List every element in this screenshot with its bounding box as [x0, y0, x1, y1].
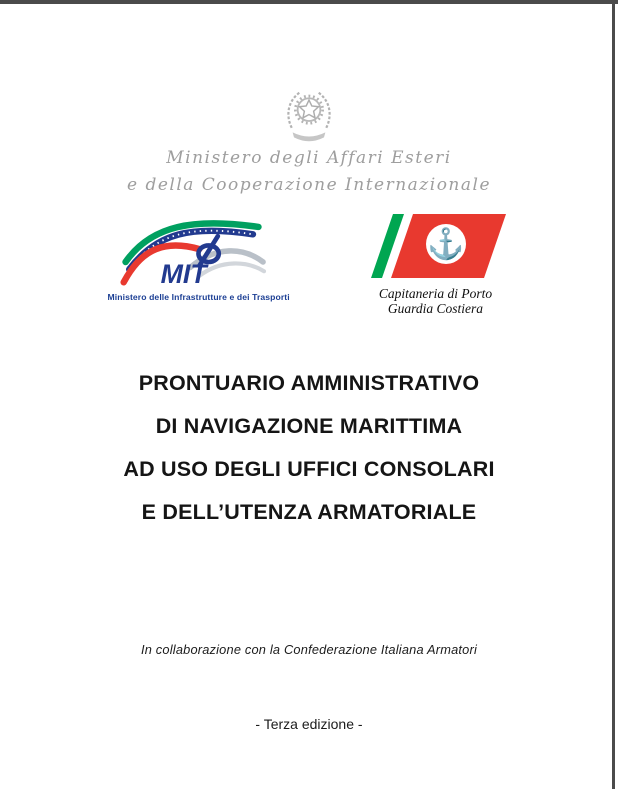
title-line-4: E DELL’UTENZA ARMATORIALE [141, 500, 477, 524]
title-line-1: PRONTUARIO AMMINISTRATIVO [138, 371, 480, 395]
coast-guard-caption-line2: Guardia Costiera [387, 301, 484, 316]
title-line-2: DI NAVIGAZIONE MARITTIMA [155, 414, 463, 438]
italian-republic-emblem-icon [277, 86, 341, 146]
logos-row [0, 214, 618, 316]
title-line-3: AD USO DEGLI UFFICI CONSOLARI [123, 457, 495, 481]
document-title [0, 362, 618, 534]
coast-guard-anchor-flag-icon [366, 214, 506, 278]
coast-guard-caption [361, 286, 511, 316]
edition-label: - Terza edizione - [255, 716, 363, 732]
anchor-icon: ⚓ [426, 228, 465, 261]
coast-guard-logo [361, 214, 511, 316]
mit-tricolor-swoosh-icon [112, 214, 272, 286]
collaboration-note: In collaborazione con la Confederazione Italiana Armatori [140, 642, 477, 657]
foreign-ministry-line2: e della Cooperazione Internazionale [126, 175, 492, 195]
foreign-ministry-name [0, 145, 618, 199]
mit-logo [107, 214, 290, 302]
page-top-edge [0, 0, 618, 4]
foreign-ministry-line1: Ministero degli Affari Esteri [166, 148, 452, 168]
coast-guard-caption-line1: Capitaneria di Porto [378, 286, 493, 301]
mit-acronym: MIT [160, 259, 207, 286]
mit-caption: Ministero delle Infrastrutture e dei Trasporti [107, 292, 290, 302]
